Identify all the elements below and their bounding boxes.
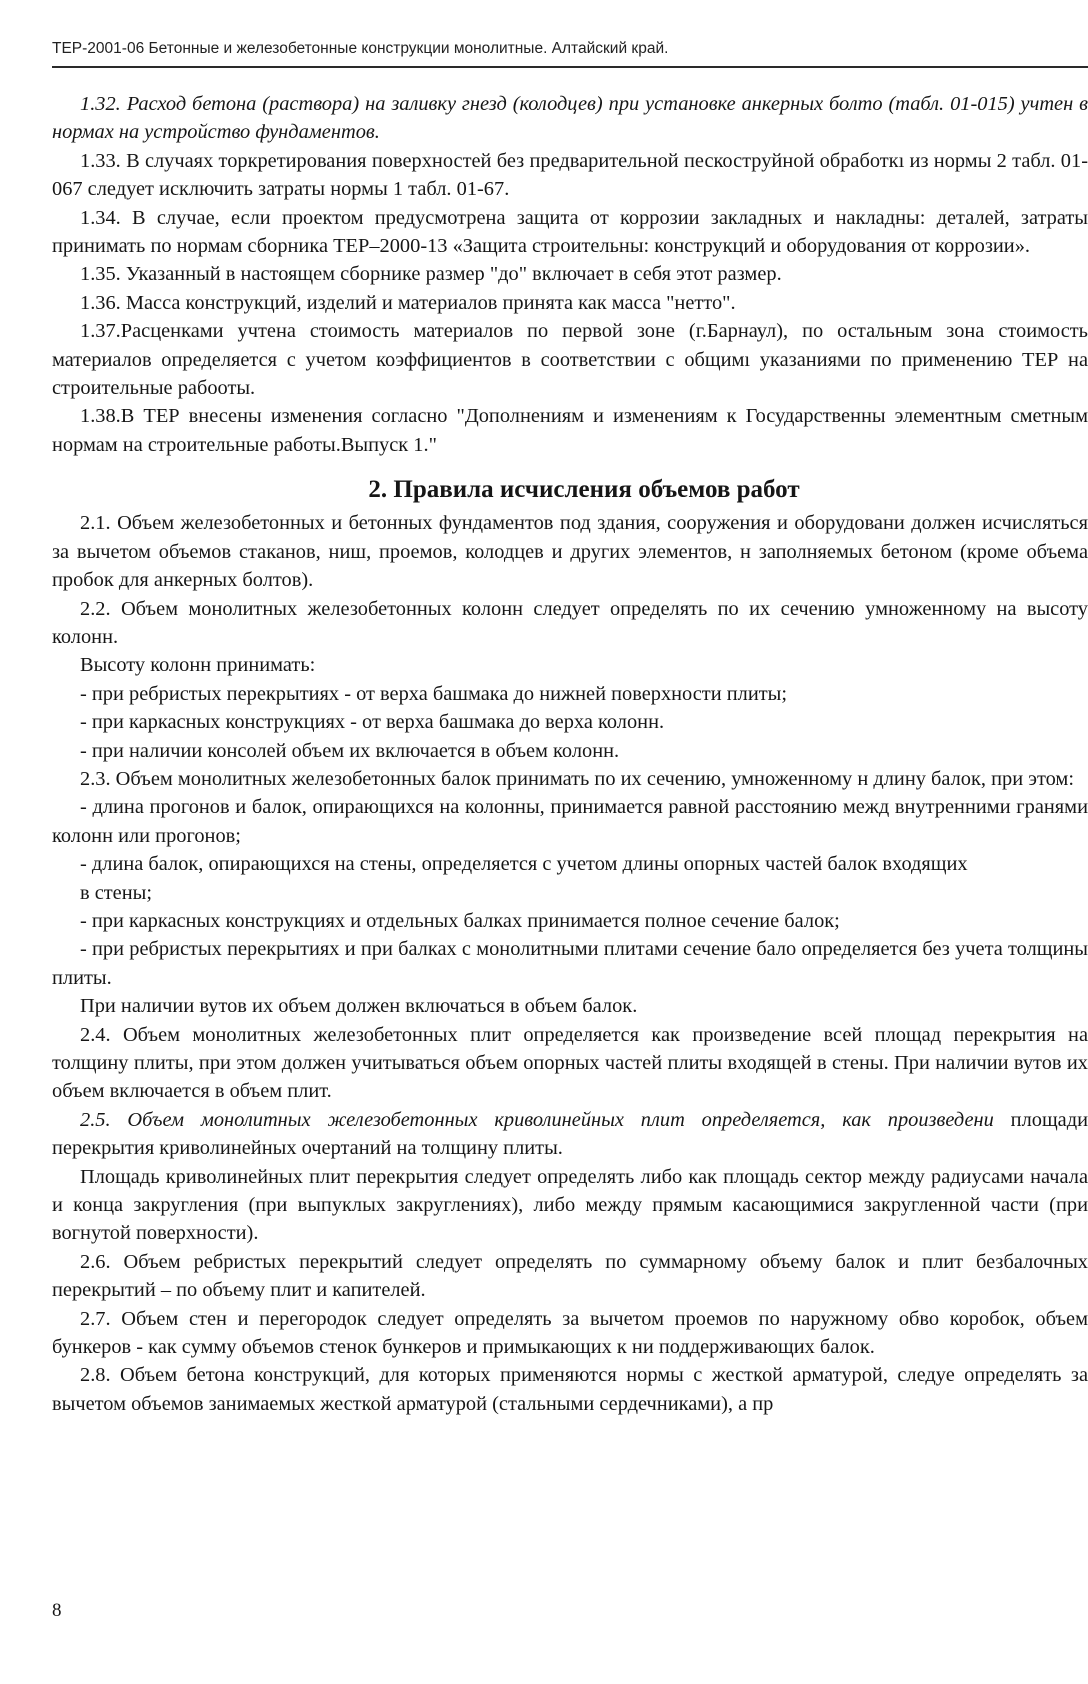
- beam-rule-1: - длина прогонов и балок, опирающихся на колонны, принимается равной расстоянию межд внутренними гранями колонн или прогонов;: [52, 796, 1088, 847]
- page-body: [52, 90, 1088, 1418]
- paragraph-1-32-text: 1.32. Расход бетона (раствора) на заливку гнезд (колодцев) при установке анкерных болто (табл. 01-015) учтен в нормах на устройство фундаментов.: [52, 93, 1088, 144]
- paragraph-1-37: 1.37.Расценками учтена стоимость материалов по первой зоне (г.Барнаул), по остальным зона стоимость материалов определяется с учетом коэффициентов в соответствии с общимı указаниями по применению ТЕР на строительные рабооты.: [52, 320, 1088, 400]
- column-height-item-1: - при ребристых перекрытиях - от верха башмака до нижней поверхности плиты;: [80, 682, 788, 705]
- paragraph-2-7: 2.7. Объем стен и перегородок следует определять за вычетом проемов по наружному обво коробок, объем бункеров - как сумму объемов стенок бункеров и примыкающих к ни поддерживающих балок.: [52, 1307, 1088, 1359]
- paragraph-1-38: 1.38.В ТЕР внесены изменения согласно "Дополнениям и изменениям к Государственны элементным сметным нормам на строительные работы.Выпуск 1.": [52, 405, 1088, 456]
- page-number: 8: [52, 1600, 62, 1621]
- beam-haunch-note: При наличии вутов их объем должен включаться в объем балок.: [80, 995, 638, 1018]
- paragraph-1-32: [52, 90, 1088, 147]
- beam-rule-2: - длина балок, опирающихся на стены, определяется с учетом длины опорных частей балок входящих: [80, 853, 968, 876]
- section-2-heading: 2. Правила исчисления объемов работ: [368, 476, 800, 504]
- paragraph-2-5-rest: площади перекрытия криволинейных очертаний на толщину плиты.: [52, 1108, 1088, 1160]
- paragraph-2-3: 2.3. Объем монолитных железобетонных балок принимать по их сечению, умноженному н длину балок, при этом:: [80, 767, 1074, 790]
- paragraph-2-2: 2.2. Объем монолитных железобетонных колонн следует определять по их сечению умноженному на высоту колонн.: [52, 597, 1088, 648]
- beam-rule-2-continuation: в стены;: [80, 881, 153, 904]
- beam-rule-3: - при каркасных конструкциях и отдельных балках принимается полное сечение балок;: [80, 909, 840, 932]
- paragraph-2-5-curved-area: Площадь криволинейных плит перекрытия следует определять либо как площадь сектор между радиусами начала и конца закругления (при выпуклых закруглениях), либо между прямым касающимися закругленной части (при вогнутой поверхности).: [52, 1165, 1088, 1245]
- paragraph-2-6: 2.6. Объем ребристых перекрытий следует определять по суммарному объему балок и плит безбалочных перекрытий – по объему плит и капителей.: [52, 1250, 1088, 1302]
- column-height-intro: Высоту колонн принимать:: [80, 654, 316, 677]
- paragraph-2-8: 2.8. Объем бетона конструкций, для которых применяются нормы с жесткой арматурой, следуе определять за вычетом объемов занимаемых жесткой арматурой (стальными сердечниками), а пр: [52, 1364, 1088, 1415]
- paragraph-2-5-italic: 2.5. Объем монолитных железобетонных криволинейных плит определяется, как произведени: [80, 1108, 994, 1131]
- paragraph-1-35: 1.35. Указанный в настоящем сборнике размер "до" включает в себя этот размер.: [80, 263, 782, 286]
- paragraph-1-34: 1.34. В случае, если проектом предусмотрена защита от коррозии закладных и накладны: деталей, затраты принимать по нормам сборника ТЕР–2000-13 «Защита строительны: конструкций и оборудования от коррозии».: [52, 206, 1088, 258]
- paragraph-1-36: 1.36. Масса конструкций, изделий и материалов принята как масса "нетто".: [80, 291, 736, 314]
- column-height-item-2: - при каркасных конструкциях - от верха башмака до верха колонн.: [80, 711, 665, 734]
- beam-rule-4: - при ребристых перекрытиях и при балках с монолитными плитами сечение бало определяется без учета толщины плиты.: [52, 938, 1088, 989]
- paragraph-2-5: [52, 1106, 1088, 1163]
- column-height-item-3: - при наличии консолей объем их включается в объем колонн.: [80, 739, 620, 762]
- paragraph-2-4: 2.4. Объем монолитных железобетонных плит определяется как произведение всей площад перекрытия на толщину плиты, при этом должен учитываться объем опорных частей плиты входящей в стены. При наличии вутов их объем включается в объем плит.: [52, 1023, 1088, 1103]
- paragraph-1-33: 1.33. В случаях торкретирования поверхностей без предварительной пескоструйной обработкı из нормы 2 табл. 01-067 следует исключить затраты нормы 1 табл. 01-67.: [52, 149, 1088, 201]
- header-rule: [52, 66, 1088, 68]
- paragraph-2-1: 2.1. Объем железобетонных и бетонных фундаментов под здания, сооружения и оборудовани должен исчисляться за вычетом объемов стаканов, ниш, проемов, колодцев и других элементов, н заполняемых бетоном (кроме объема пробок для анкерных болтов).: [52, 512, 1088, 592]
- running-header: ТЕР-2001-06 Бетонные и железобетонные конструкции монолитные. Алтайский край.: [52, 40, 669, 57]
